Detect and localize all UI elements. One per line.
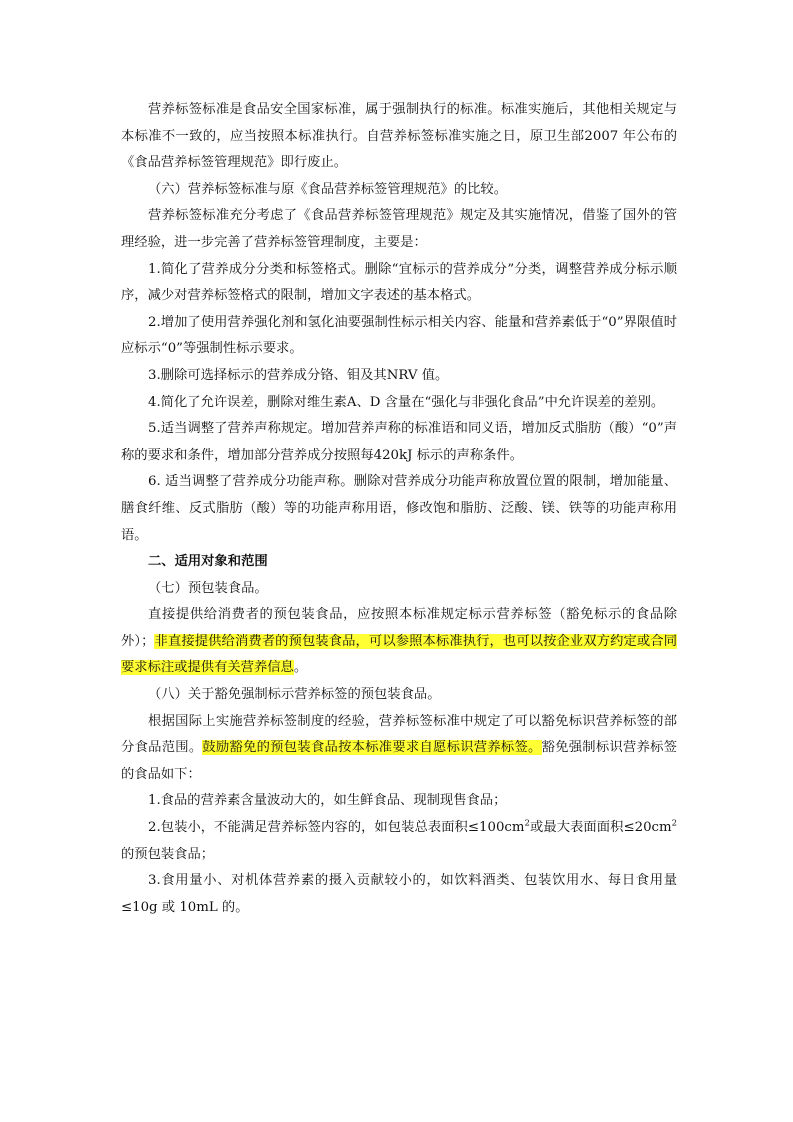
list-item-2: 2.增加了使用营养强化剂和氢化油要强制性标示相关内容、能量和营养素低于“0”界限值时应标示“0”等强制性标示要求。 [121, 314, 677, 357]
highlighted-text: 非直接提供给消费者的预包装食品，可以参照本标准执行，也可以按企业双方约定或合同要求标注或提供有关营养信息 [121, 633, 677, 676]
section-heading-scope: 二、适用对象和范围 [148, 554, 268, 570]
paragraph-prepackaged-food: 直接提供给消费者的预包装食品，应按照本标准规定标示营养标签（豁免标示的食品除外）；非直接提供给消费者的预包装食品，可以参照本标准执行，也可以按企业双方约定或合同要求标注或提供有关营养信息。 [121, 607, 677, 676]
section-heading-7: （七）预包装食品。 [148, 580, 268, 596]
list-item-1: 1.简化了营养成分分类和标签格式。删除“宜标示的营养成分”分类，调整营养成分标示顺序，减少对营养标签格式的限制，增加文字表述的基本格式。 [121, 261, 677, 304]
paragraph-standard-status: 营养标签标准是食品安全国家标准，属于强制执行的标准。标准实施后，其他相关规定与本标准不一致的，应当按照本标准执行。自营养标签标准实施之日，原卫生部2007 年公布的《食品营养标签管理规范》即行废止。 [121, 102, 677, 171]
list-item-3: 3.删除可选择标示的营养成分铬、钼及其NRV 值。 [148, 367, 449, 383]
section-heading-6: （六）营养标签标准与原《食品营养标签管理规范》的比较。 [148, 181, 508, 197]
section-heading-8: （八）关于豁免强制标示营养标签的预包装食品。 [148, 687, 441, 703]
list-item-5: 5.适当调整了营养声称规定。增加营养声称的标准语和同义语，增加反式脂肪（酸）“0”声称的要求和条件，增加部分营养成分按照每420kJ 标示的声称条件。 [121, 421, 677, 463]
exemption-item-1: 1.食品的营养素含量波动大的，如生鲜食品、现制现售食品； [148, 793, 507, 809]
list-item-6: 6. 适当调整了营养成分功能声称。删除对营养成分功能声称放置位置的限制，增加能量、膳食纤维、反式脂肪（酸）等的功能声称用语，修改饱和脂肪、泛酸、镁、铁等的功能声称用语。 [121, 474, 677, 543]
document-body [121, 97, 677, 921]
exemption-item-3: 3.食用量小、对机体营养素的摄入贡献较小的，如饮料酒类、包装饮用水、每日食用量≤10g 或 10mL 的。 [121, 873, 677, 915]
exemption-item-2: 2.包装小，不能满足营养标签内容的，如包装总表面积$\le 100cm^2$或最大表面面积$\le 20cm^2$的预包装食品； [121, 818, 678, 862]
paragraph-exemption: 根据国际上实施营养标签制度的经验，营养标签标准中规定了可以豁免标识营养标签的部分食品范围。鼓励豁免的预包装食品按本标准要求自愿标识营养标签。豁免强制标识营养标签的食品如下： [121, 713, 678, 782]
paragraph-comparison-intro: 营养标签标准充分考虑了《食品营养标签管理规范》规定及其实施情况，借鉴了国外的管理经验，进一步完善了营养标签管理制度，主要是： [121, 208, 677, 250]
list-item-4: 4.简化了允许误差，删除对维生素A、D 含量在“强化与非强化食品”中允许误差的差别。 [148, 394, 665, 410]
highlighted-text: 鼓励豁免的预包装食品按本标准要求自愿标识营养标签。 [202, 740, 542, 756]
